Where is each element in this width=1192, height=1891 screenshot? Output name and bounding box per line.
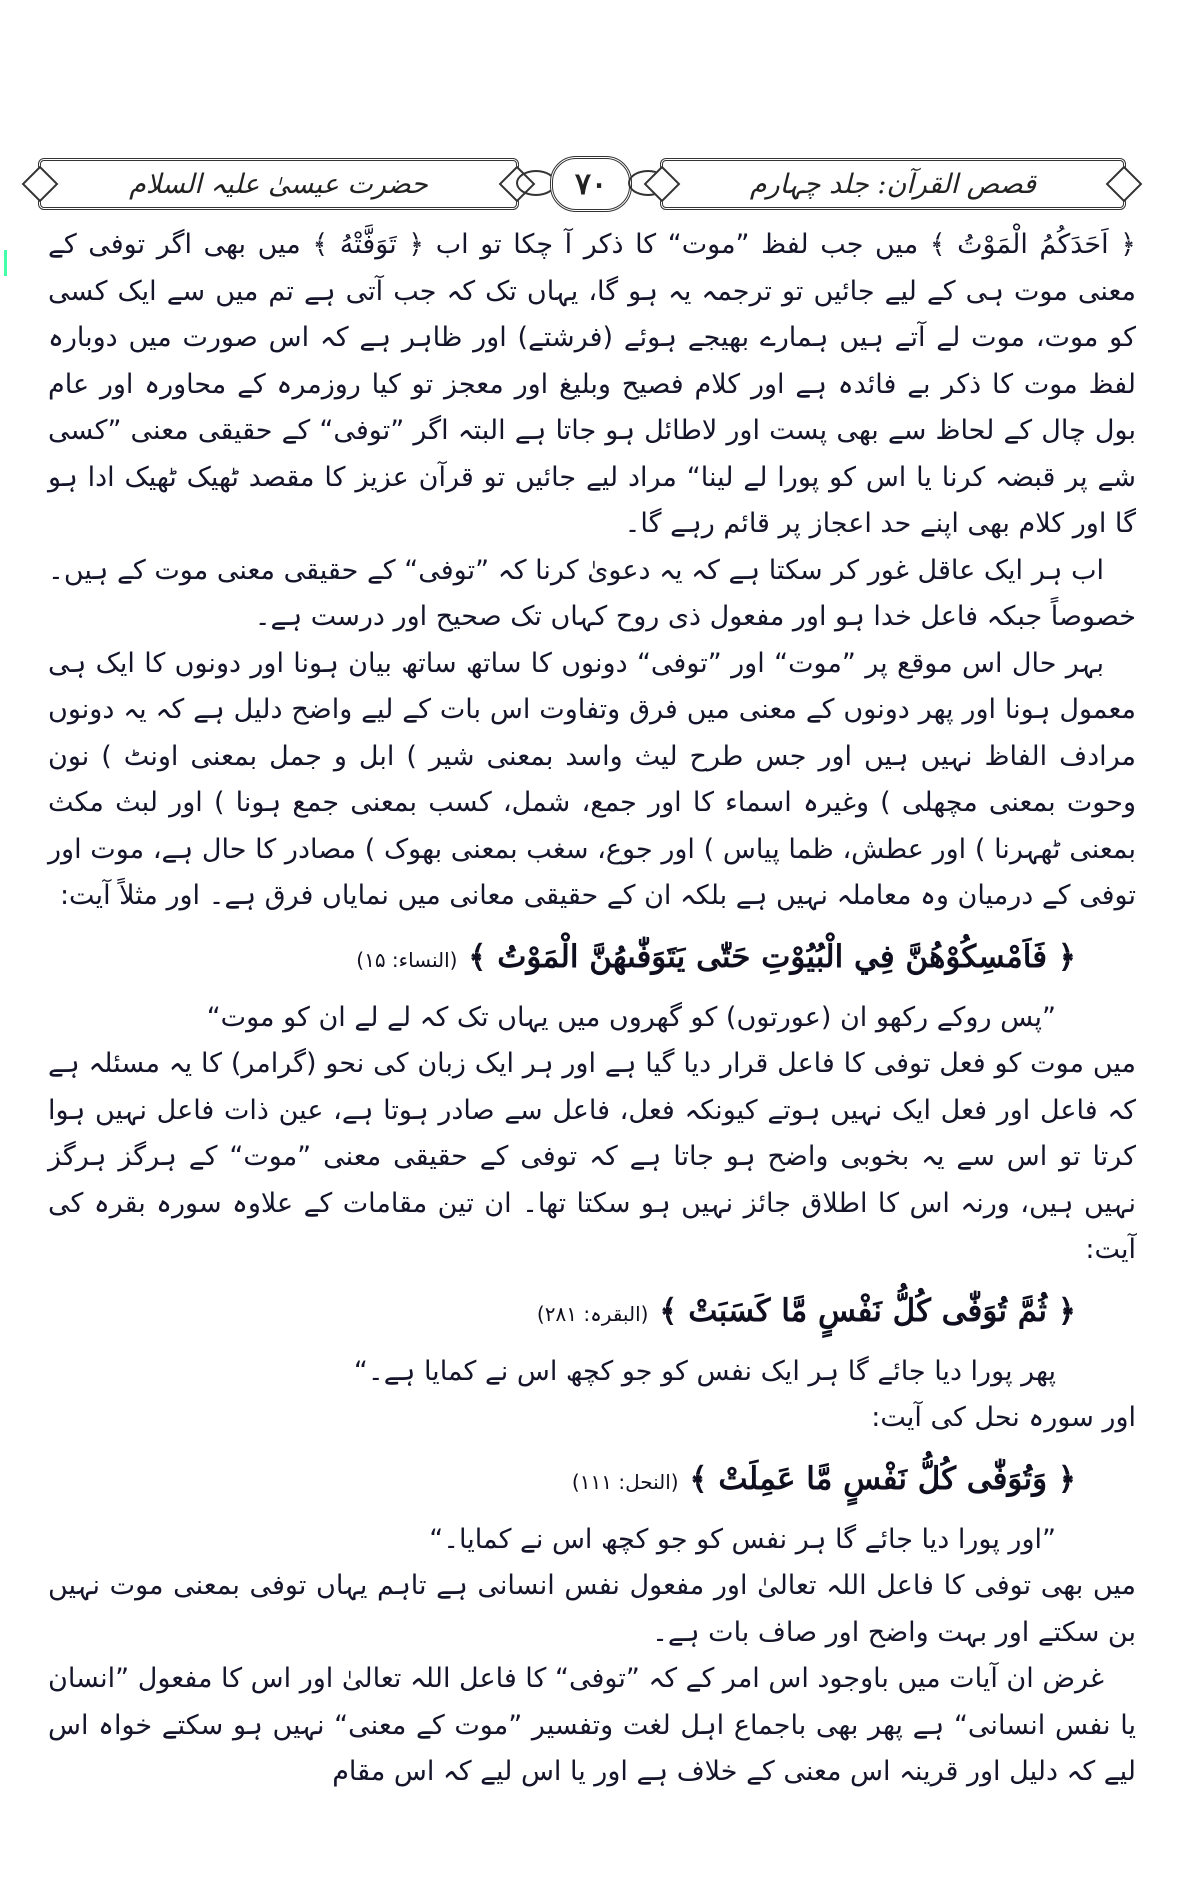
body-text	[48, 222, 1136, 1796]
paragraph: بہر حال اس موقع پر ”موت“ اور ”توفی“ دونوں کا ساتھ ساتھ بیان ہونا اور دونوں کا ایک ہی معمول ہونا اور پھر دونوں کے معنی میں فرق وتفاوت اس بات کے لیے واضح دلیل ہے کہ یہ دونوں مرادف الفاظ نہیں ہیں اور جس طرح لیث واسد بمعنی شیر ) ابل و جمل بمعنی اونٹ ) نون وحوت بمعنی مچھلی ) وغیرہ اسماء کا اور جمع، شمل، کسب بمعنی جمع ہونا ) اور لبث مکث بمعنی ٹھہرنا ) اور عطش، ظما پیاس ) اور جوع، سغب بمعنی بھوک ) مصادر کا حال ہے، موت اور توفی کے درمیان وہ معاملہ نہیں ہے بلکہ ان کے حقیقی معانی میں نمایاں فرق ہے۔ اور مثلاً آیت:	[48, 647, 1136, 911]
margin-mark	[4, 250, 7, 276]
book-title-banner	[660, 158, 1126, 210]
verse-text: ﴿ فَاَمْسِكُوْهُنَّ فِي الْبُيُوْتِ حَتّٰى يَتَوَفّٰىهُنَّ الْمَوْتُ ﴾	[468, 938, 1076, 975]
paragraph: ﴿ اَحَدَکُمُ الْمَوْتُ ﴾ میں جب لفظ ”موت“ کا ذکر آ چکا تو اب ﴿ تَوَفَّتْهُ ﴾ میں بھی اگر توفی کے معنی موت ہی کے لیے جائیں تو ترجمہ یہ ہو گا، یہاں تک کہ جب آتی ہے تم میں سے ایک کسی کو موت، موت لے آتے ہیں ہمارے بھیجے ہوئے (فرشتے) اور ظاہر ہے کہ اس صورت میں دوبارہ لفظ موت کا ذکر بے فائدہ ہے اور کلام فصیح وبلیغ اور معجز تو کیا روزمرہ کے محاورہ اور عام بول چال کے لحاظ سے بھی پست اور لاطائل ہو جاتا ہے البتہ اگر ”توفی“ کے حقیقی معنی ”کسی شے پر قبضہ کرنا یا اس کو پورا لے لینا“ مراد لیے جائیں تو قرآن عزیز کا مقصد ٹھیک ٹھیک ادا ہو گا اور کلام بھی اپنے حد اعجاز پر قائم رہے گا۔	[48, 229, 1136, 539]
verse-reference: (النساء: ۱۵)	[356, 947, 458, 972]
chapter-title-banner	[38, 158, 519, 210]
verse-translation: پھر پورا دیا جائے گا ہر ایک نفس کو جو کچھ اس نے کمایا ہے۔“	[353, 1355, 1056, 1387]
page-number: ۷۰	[550, 156, 632, 212]
verse-reference: (النحل: ۱۱۱)	[571, 1469, 679, 1494]
verse-text: ﴿ ثُمَّ تُوَفّٰى كُلُّ نَفْسٍ مَّا كَسَبَتْ ﴾	[659, 1292, 1076, 1329]
page-header	[30, 150, 1122, 218]
quran-verse	[48, 1280, 1136, 1345]
paragraph: غرض ان آیات میں باوجود اس امر کے کہ ”توفی“ کا فاعل اللہ تعالیٰ اور اس کا مفعول ”انسان یا نفس انسانی“ ہے پھر بھی باجماع اہل لغت وتفسیر ”موت کے معنی“ نہیں ہو سکتے خواہ اس لیے کہ دلیل اور قرینہ اس معنی کے خلاف ہے اور یا اس لیے کہ اس مقام	[48, 1663, 1136, 1787]
paragraph: اور سورہ نحل کی آیت:	[871, 1402, 1136, 1433]
paragraph: اب ہر ایک عاقل غور کر سکتا ہے کہ یہ دعویٰ کرنا کہ ”توفی“ کے حقیقی معنی موت کے ہیں۔ خصوصاً جبکہ فاعل خدا ہو اور مفعول ذی روح کہاں تک صحیح اور درست ہے۔	[48, 554, 1136, 632]
verse-reference: (البقرہ: ۲۸۱)	[536, 1301, 649, 1326]
book-title: قصص القرآن: جلد چہارم	[749, 168, 1037, 200]
paragraph: میں موت کو فعل توفی کا فاعل قرار دیا گیا ہے اور ہر ایک زبان کی نحو (گرامر) کا یہ مسئلہ ہے کہ فاعل اور فعل ایک نہیں ہوتے کیونکہ فعل، فاعل سے صادر ہوتا ہے، عین ذات فاعل نہیں ہوا کرتا تو اس سے یہ بخوبی واضح ہو جاتا ہے کہ توفی کے حقیقی معنی ”موت“ کے ہرگز ہرگز نہیں ہیں، ورنہ اس کا اطلاق جائز نہیں ہو سکتا تھا۔ ان تین مقامات کے علاوہ سورہ بقرہ کی آیت:	[48, 1048, 1136, 1265]
paragraph: میں بھی توفی کا فاعل اللہ تعالیٰ اور مفعول نفس انسانی ہے تاہم یہاں توفی بمعنی موت نہیں بن سکتے اور بہت واضح اور صاف بات ہے۔	[48, 1570, 1136, 1648]
verse-translation: ”اور پورا دیا جائے گا ہر نفس کو جو کچھ اس نے کمایا۔“	[429, 1523, 1056, 1555]
quran-verse	[48, 1448, 1136, 1513]
verse-text: ﴿ وَتُوَفّٰى كُلُّ نَفْسٍ مَّا عَمِلَتْ ﴾	[689, 1460, 1076, 1497]
quran-verse	[48, 926, 1136, 991]
chapter-title: حضرت عیسیٰ علیہ السلام	[129, 168, 428, 200]
verse-translation: ”پس روکے رکھو ان (عورتوں) کو گھروں میں یہاں تک کہ لے لے ان کو موت“	[206, 1001, 1056, 1033]
